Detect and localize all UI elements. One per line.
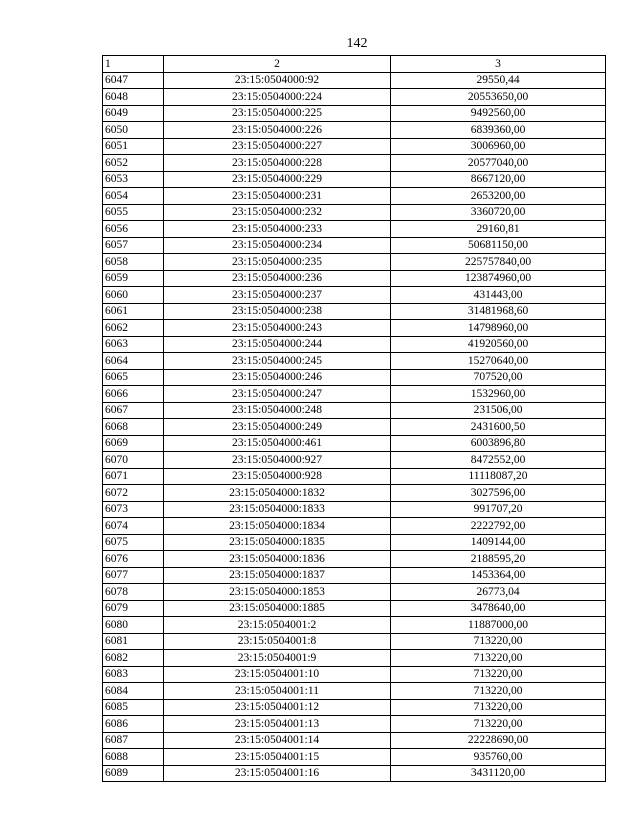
cadastral-number-cell: 23:15:0504000:249	[164, 419, 391, 436]
row-number-cell: 6080	[103, 617, 164, 634]
value-cell: 14798960,00	[391, 320, 606, 337]
row-number-cell: 6069	[103, 435, 164, 452]
cadastral-number-cell: 23:15:0504000:238	[164, 303, 391, 320]
table-row	[103, 303, 606, 320]
value-cell: 713220,00	[391, 699, 606, 716]
row-number-cell: 6079	[103, 600, 164, 617]
cadastral-number-cell: 23:15:0504000:231	[164, 188, 391, 205]
table-row	[103, 732, 606, 749]
value-cell: 713220,00	[391, 650, 606, 667]
value-cell: 8667120,00	[391, 171, 606, 188]
cadastral-number-cell: 23:15:0504000:225	[164, 105, 391, 122]
cadastral-number-cell: 23:15:0504001:11	[164, 683, 391, 700]
value-cell: 713220,00	[391, 716, 606, 733]
row-number-cell: 6061	[103, 303, 164, 320]
cadastral-number-cell: 23:15:0504001:9	[164, 650, 391, 667]
cadastral-number-cell: 23:15:0504001:2	[164, 617, 391, 634]
value-cell: 29550,44	[391, 72, 606, 89]
value-cell: 11887000,00	[391, 617, 606, 634]
value-cell: 2222792,00	[391, 518, 606, 535]
cadastral-number-cell: 23:15:0504000:1832	[164, 485, 391, 502]
cadastral-number-cell: 23:15:0504001:16	[164, 765, 391, 782]
value-cell: 6839360,00	[391, 122, 606, 139]
value-cell: 22228690,00	[391, 732, 606, 749]
table-row	[103, 402, 606, 419]
row-number-cell: 6055	[103, 204, 164, 221]
table-row	[103, 666, 606, 683]
row-number-cell: 6088	[103, 749, 164, 766]
row-number-cell: 6058	[103, 254, 164, 271]
table-row	[103, 584, 606, 601]
table-row	[103, 138, 606, 155]
cadastral-number-cell: 23:15:0504000:233	[164, 221, 391, 238]
row-number-cell: 6064	[103, 353, 164, 370]
value-cell: 431443,00	[391, 287, 606, 304]
row-number-cell: 6084	[103, 683, 164, 700]
value-cell: 8472552,00	[391, 452, 606, 469]
row-number-cell: 6062	[103, 320, 164, 337]
table-row	[103, 72, 606, 89]
cadastral-number-cell: 23:15:0504000:1835	[164, 534, 391, 551]
cadastral-number-cell: 23:15:0504000:461	[164, 435, 391, 452]
table-row	[103, 369, 606, 386]
row-number-cell: 6071	[103, 468, 164, 485]
table-row	[103, 254, 606, 271]
table-row	[103, 633, 606, 650]
cadastral-number-cell: 23:15:0504000:248	[164, 402, 391, 419]
row-number-cell: 6078	[103, 584, 164, 601]
cadastral-number-cell: 23:15:0504001:10	[164, 666, 391, 683]
cadastral-number-cell: 23:15:0504000:228	[164, 155, 391, 172]
cadastral-value-table	[102, 55, 606, 782]
cadastral-number-cell: 23:15:0504000:245	[164, 353, 391, 370]
table-row	[103, 155, 606, 172]
row-number-cell: 6072	[103, 485, 164, 502]
cadastral-number-cell: 23:15:0504000:234	[164, 237, 391, 254]
row-number-cell: 6067	[103, 402, 164, 419]
column-header-cadastral-number: 2	[164, 56, 391, 73]
value-cell: 29160,81	[391, 221, 606, 238]
value-cell: 50681150,00	[391, 237, 606, 254]
cadastral-number-cell: 23:15:0504000:92	[164, 72, 391, 89]
value-cell: 3478640,00	[391, 600, 606, 617]
cadastral-number-cell: 23:15:0504000:226	[164, 122, 391, 139]
value-cell: 3431120,00	[391, 765, 606, 782]
cadastral-number-cell: 23:15:0504000:244	[164, 336, 391, 353]
cadastral-number-cell: 23:15:0504000:1853	[164, 584, 391, 601]
table-row	[103, 452, 606, 469]
cadastral-number-cell: 23:15:0504000:928	[164, 468, 391, 485]
cadastral-number-cell: 23:15:0504001:8	[164, 633, 391, 650]
row-number-cell: 6073	[103, 501, 164, 518]
cadastral-number-cell: 23:15:0504000:1834	[164, 518, 391, 535]
value-cell: 3360720,00	[391, 204, 606, 221]
cadastral-number-cell: 23:15:0504000:1836	[164, 551, 391, 568]
row-number-cell: 6083	[103, 666, 164, 683]
table-row	[103, 89, 606, 106]
row-number-cell: 6074	[103, 518, 164, 535]
table-row	[103, 386, 606, 403]
value-cell: 2653200,00	[391, 188, 606, 205]
row-number-cell: 6081	[103, 633, 164, 650]
row-number-cell: 6070	[103, 452, 164, 469]
row-number-cell: 6085	[103, 699, 164, 716]
table-row	[103, 501, 606, 518]
cadastral-number-cell: 23:15:0504000:1885	[164, 600, 391, 617]
table-row	[103, 567, 606, 584]
table-row	[103, 419, 606, 436]
table-row	[103, 699, 606, 716]
cadastral-number-cell: 23:15:0504000:247	[164, 386, 391, 403]
cadastral-number-cell: 23:15:0504000:237	[164, 287, 391, 304]
value-cell: 1532960,00	[391, 386, 606, 403]
table-row	[103, 336, 606, 353]
cadastral-number-cell: 23:15:0504000:232	[164, 204, 391, 221]
cadastral-number-cell: 23:15:0504001:13	[164, 716, 391, 733]
value-cell: 1453364,00	[391, 567, 606, 584]
cadastral-number-cell: 23:15:0504001:14	[164, 732, 391, 749]
table-row	[103, 716, 606, 733]
cadastral-number-cell: 23:15:0504000:246	[164, 369, 391, 386]
value-cell: 3006960,00	[391, 138, 606, 155]
value-cell: 15270640,00	[391, 353, 606, 370]
row-number-cell: 6063	[103, 336, 164, 353]
row-number-cell: 6086	[103, 716, 164, 733]
value-cell: 1409144,00	[391, 534, 606, 551]
table-row	[103, 749, 606, 766]
value-cell: 123874960,00	[391, 270, 606, 287]
cadastral-number-cell: 23:15:0504000:1837	[164, 567, 391, 584]
table-row	[103, 204, 606, 221]
row-number-cell: 6059	[103, 270, 164, 287]
table-row	[103, 270, 606, 287]
table-body	[103, 72, 606, 782]
cadastral-number-cell: 23:15:0504001:15	[164, 749, 391, 766]
row-number-cell: 6066	[103, 386, 164, 403]
table-row	[103, 435, 606, 452]
row-number-cell: 6075	[103, 534, 164, 551]
table-row	[103, 171, 606, 188]
table-row	[103, 683, 606, 700]
table-row	[103, 485, 606, 502]
table-header-row	[103, 56, 606, 73]
value-cell: 2188595,20	[391, 551, 606, 568]
row-number-cell: 6068	[103, 419, 164, 436]
value-cell: 26773,04	[391, 584, 606, 601]
table-row	[103, 353, 606, 370]
cadastral-number-cell: 23:15:0504000:1833	[164, 501, 391, 518]
row-number-cell: 6089	[103, 765, 164, 782]
table-row	[103, 765, 606, 782]
value-cell: 225757840,00	[391, 254, 606, 271]
table-row	[103, 122, 606, 139]
cadastral-number-cell: 23:15:0504000:227	[164, 138, 391, 155]
table-row	[103, 600, 606, 617]
value-cell: 6003896,80	[391, 435, 606, 452]
cadastral-number-cell: 23:15:0504000:243	[164, 320, 391, 337]
table-row	[103, 534, 606, 551]
table-row	[103, 518, 606, 535]
value-cell: 2431600,50	[391, 419, 606, 436]
value-cell: 20577040,00	[391, 155, 606, 172]
cadastral-number-cell: 23:15:0504000:236	[164, 270, 391, 287]
cadastral-number-cell: 23:15:0504000:927	[164, 452, 391, 469]
table-row	[103, 105, 606, 122]
table-row	[103, 650, 606, 667]
column-header-value: 3	[391, 56, 606, 73]
table-row	[103, 221, 606, 238]
row-number-cell: 6048	[103, 89, 164, 106]
row-number-cell: 6051	[103, 138, 164, 155]
row-number-cell: 6057	[103, 237, 164, 254]
row-number-cell: 6087	[103, 732, 164, 749]
cadastral-number-cell: 23:15:0504001:12	[164, 699, 391, 716]
row-number-cell: 6076	[103, 551, 164, 568]
value-cell: 41920560,00	[391, 336, 606, 353]
value-cell: 935760,00	[391, 749, 606, 766]
table-row	[103, 237, 606, 254]
row-number-cell: 6053	[103, 171, 164, 188]
value-cell: 713220,00	[391, 666, 606, 683]
row-number-cell: 6054	[103, 188, 164, 205]
table-row	[103, 551, 606, 568]
row-number-cell: 6077	[103, 567, 164, 584]
value-cell: 3027596,00	[391, 485, 606, 502]
row-number-cell: 6060	[103, 287, 164, 304]
row-number-cell: 6056	[103, 221, 164, 238]
table-row	[103, 188, 606, 205]
cadastral-number-cell: 23:15:0504000:235	[164, 254, 391, 271]
page-number: 142	[346, 36, 368, 51]
value-cell: 20553650,00	[391, 89, 606, 106]
table-row	[103, 287, 606, 304]
value-cell: 713220,00	[391, 683, 606, 700]
row-number-cell: 6049	[103, 105, 164, 122]
table-row	[103, 617, 606, 634]
column-header-number: 1	[103, 56, 164, 73]
value-cell: 231506,00	[391, 402, 606, 419]
row-number-cell: 6047	[103, 72, 164, 89]
cadastral-number-cell: 23:15:0504000:224	[164, 89, 391, 106]
row-number-cell: 6050	[103, 122, 164, 139]
value-cell: 9492560,00	[391, 105, 606, 122]
row-number-cell: 6065	[103, 369, 164, 386]
value-cell: 991707,20	[391, 501, 606, 518]
value-cell: 707520,00	[391, 369, 606, 386]
value-cell: 11118087,20	[391, 468, 606, 485]
cadastral-number-cell: 23:15:0504000:229	[164, 171, 391, 188]
table-row	[103, 320, 606, 337]
row-number-cell: 6082	[103, 650, 164, 667]
table-row	[103, 468, 606, 485]
value-cell: 713220,00	[391, 633, 606, 650]
value-cell: 31481968,60	[391, 303, 606, 320]
row-number-cell: 6052	[103, 155, 164, 172]
